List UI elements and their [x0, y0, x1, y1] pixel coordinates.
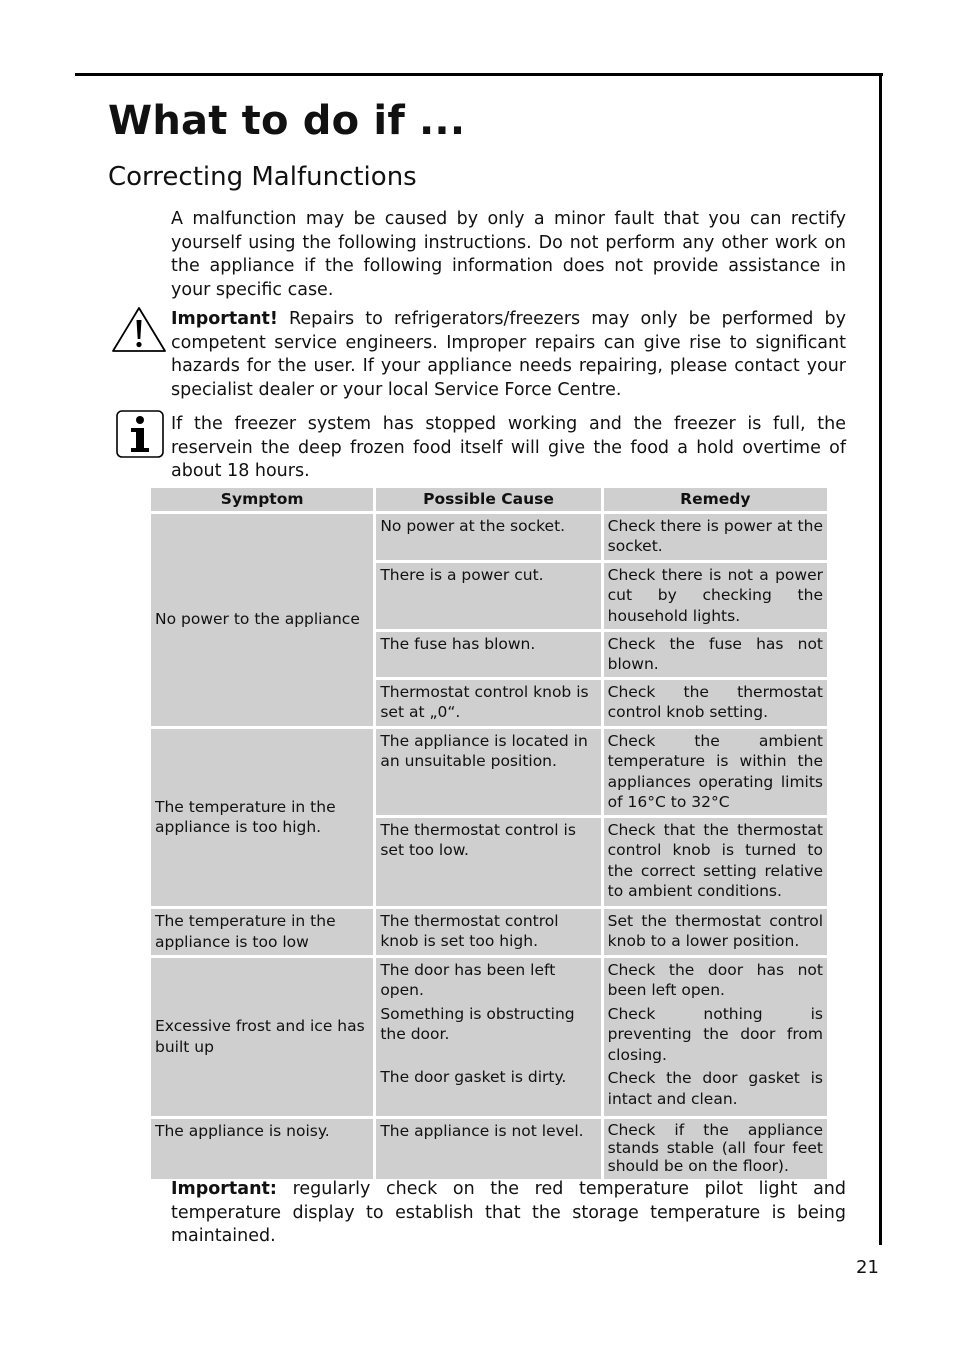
- remedy-item: Check the door has not been left open.: [607, 960, 823, 999]
- remedy-cell: Check the ambient temperature is within the appliances operating limits of 16°C to 32°C: [604, 729, 827, 815]
- remedy-cell: Set the thermostat control knob to a lower position.: [604, 909, 827, 955]
- remedy-item: Check the door gasket is intact and clean.: [607, 1069, 823, 1108]
- remedy-cell: Check that the thermostat control knob is turned to the correct setting relative to ambient conditions.: [604, 818, 827, 906]
- cause-item: Something is obstructing the door.: [380, 1004, 575, 1043]
- symptom-cell: Excessive frost and ice has built up: [151, 958, 373, 1116]
- cause-item: The door has been left open.: [380, 960, 556, 999]
- footer-note: [171, 1178, 846, 1249]
- cause-cell: Thermostat control knob is set at „0“.: [376, 680, 600, 726]
- troubleshooting-table: [148, 485, 830, 1182]
- symptom-cell: The appliance is noisy.: [151, 1119, 373, 1179]
- page-number: 21: [856, 1257, 879, 1278]
- intro-paragraph: A malfunction may be caused by only a minor fault that you can rectify yourself using the following instructions. Do not perform any other work on the appliance if the following information does not provide assistance in your specific case.: [171, 209, 846, 300]
- section-title: Correcting Malfunctions: [108, 162, 417, 192]
- warning-label: Important!: [171, 309, 278, 329]
- header-remedy: Remedy: [604, 488, 827, 511]
- remedy-cell: Check the thermostat control knob setting.: [604, 680, 827, 726]
- warning-text: Repairs to refrigerators/freezers may only be performed by competent service engineers. Improper repairs can give rise to significant hazards for the user. If your appliance needs repairing, please contact your specialist dealer or your local Service Force Centre.: [171, 309, 846, 400]
- symptom-cell: No power to the appliance: [151, 514, 373, 726]
- cause-item: The door gasket is dirty.: [380, 1067, 567, 1086]
- table-row: [151, 729, 827, 815]
- right-rule: [879, 73, 882, 1245]
- cause-cell: [376, 958, 600, 1116]
- remedy-cell: Check there is power at the socket.: [604, 514, 827, 560]
- remedy-cell: Check there is not a power cut by checking the household lights.: [604, 563, 827, 629]
- cause-cell: No power at the socket.: [376, 514, 600, 560]
- table-row: [151, 514, 827, 560]
- symptom-cell: The temperature in the appliance is too low: [151, 909, 373, 955]
- cause-cell: There is a power cut.: [376, 563, 600, 629]
- top-rule: [75, 73, 883, 76]
- table-header-row: [151, 488, 827, 511]
- info-paragraph: If the freezer system has stopped working and the freezer is full, the reservein the deep frozen food itself will give the food a hold overtime of about 18 hours.: [171, 414, 846, 481]
- warning-triangle-icon: [110, 305, 168, 355]
- footer-note-label: Important:: [171, 1179, 277, 1199]
- table-row: [151, 1119, 827, 1179]
- header-cause: Possible Cause: [376, 488, 600, 511]
- cause-cell: The fuse has blown.: [376, 632, 600, 677]
- warning-paragraph: [171, 308, 846, 402]
- info-icon: [116, 410, 164, 458]
- remedy-cell: [604, 958, 827, 1116]
- table-row: [151, 909, 827, 955]
- symptom-cell: The temperature in the appliance is too high.: [151, 729, 373, 906]
- cause-cell: The appliance is located in an unsuitable position.: [376, 729, 600, 815]
- header-symptom: Symptom: [151, 488, 373, 511]
- page-title: What to do if ...: [108, 98, 466, 144]
- remedy-cell: Check if the appliance stands stable (all four feet should be on the floor).: [604, 1119, 827, 1179]
- footer-note-text: regularly check on the red temperature pilot light and temperature display to establish that the storage temperature is being maintained.: [171, 1179, 846, 1246]
- remedy-cell: Check the fuse has not blown.: [604, 632, 827, 677]
- table-row: [151, 958, 827, 1116]
- cause-cell: The thermostat control is set too low.: [376, 818, 600, 906]
- cause-cell: The thermostat control knob is set too high.: [376, 909, 600, 955]
- cause-cell: The appliance is not level.: [376, 1119, 600, 1179]
- remedy-item: Check nothing is preventing the door from closing.: [607, 1004, 823, 1064]
